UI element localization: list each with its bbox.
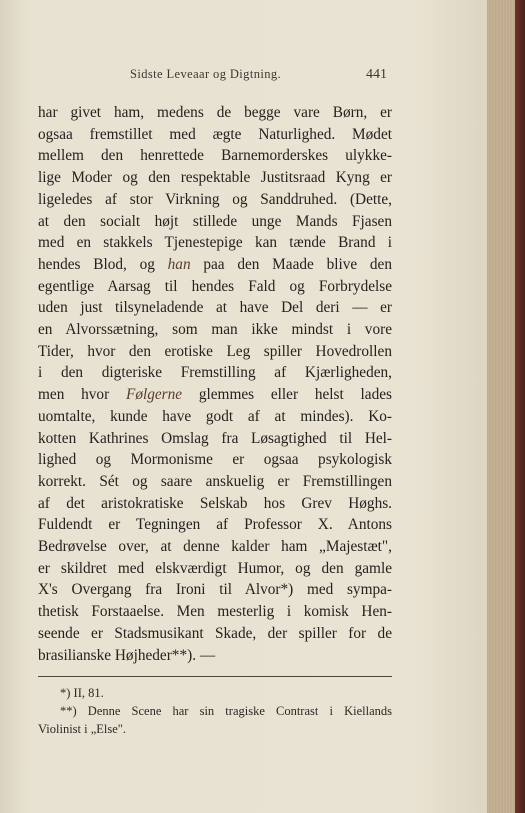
text-line: uden just tilsyneladende at have Del deri — er xyxy=(38,299,392,317)
text-line: mellem den henrettede Barnemorderskes ulykke- xyxy=(38,147,392,165)
text-line: er skildret med elskværdigt Humor, og den gamle xyxy=(38,559,392,577)
text-line: Fuldendt er Tegningen af Professor X. Antons xyxy=(38,516,392,534)
page-number: 441 xyxy=(366,67,387,82)
text-line: X's Overgang fra Ironi til Alvor*) med sympa- xyxy=(38,581,392,599)
text-line: hendes Blod, og han paa den Maade blive den xyxy=(38,255,392,273)
footnotes xyxy=(38,684,392,738)
text-line: i den digteriske Fremstilling af Kjærligheden, xyxy=(38,364,392,382)
text-line: af det aristokratiske Selskab hos Grev Høghs. xyxy=(38,494,392,512)
book-page-edges xyxy=(487,0,525,813)
footnote-divider xyxy=(38,676,392,677)
text-line: at den socialt højt stillede unge Mands Fjasen xyxy=(38,212,392,230)
text-line: uomtalte, kunde have godt af at mindes). Ko- xyxy=(38,407,392,425)
text-line: Bedrøvelse over, at denne kalder ham „Majestæt", xyxy=(38,538,392,556)
italic-emphasis: Følgerne xyxy=(125,386,183,404)
text-line: ligeledes af stor Virkning og Sanddruhed. (Dette, xyxy=(38,190,392,208)
text-line: seende er Stadsmusikant Skade, der spiller for de xyxy=(38,624,392,642)
text-line: en Alvorssætning, som man ikke mindst i vore xyxy=(38,321,392,339)
text-line: ogsaa fremstillet med ægte Naturlighed. Mødet xyxy=(38,125,392,143)
text-line: men hvor Følgerne glemmes eller helst lades xyxy=(38,386,392,404)
text-line: brasilianske Højheder**). — xyxy=(38,646,216,664)
italic-emphasis: han xyxy=(167,255,191,273)
text-line: lige Moder og den respektable Justitsraad Kyng er xyxy=(38,169,392,187)
text-line: egentlige Aarsag til hendes Fald og Forbrydelse xyxy=(38,277,392,295)
text-line: med en stakkels Tjenestepige kan tænde Brand i xyxy=(38,234,392,252)
text-line: thetisk Forstaaelse. Men mesterlig i komisk Hen- xyxy=(38,603,392,621)
running-title: Sidste Leveaar og Digtning. xyxy=(130,67,282,81)
text-line: kotten Kathrines Omslag fra Løsagtighed til Hel- xyxy=(38,429,392,447)
body-text xyxy=(38,102,392,666)
text-line: Tider, hvor den erotiske Leg spiller Hovedrollen xyxy=(38,342,392,360)
footnote-line: **) Denne Scene har sin tragiske Contrast i Kiellands xyxy=(60,704,392,718)
footnote-line: *) II, 81. xyxy=(60,686,104,700)
footnote-line: Violinist i „Else". xyxy=(38,722,127,736)
text-line: lighed og Mormonisme er ogsaa psykologisk xyxy=(38,451,392,469)
text-line: har givet ham, medens de begge vare Børn, er xyxy=(38,104,392,121)
text-line: korrekt. Sét og saare anskuelig er Fremstillingen xyxy=(38,472,392,490)
